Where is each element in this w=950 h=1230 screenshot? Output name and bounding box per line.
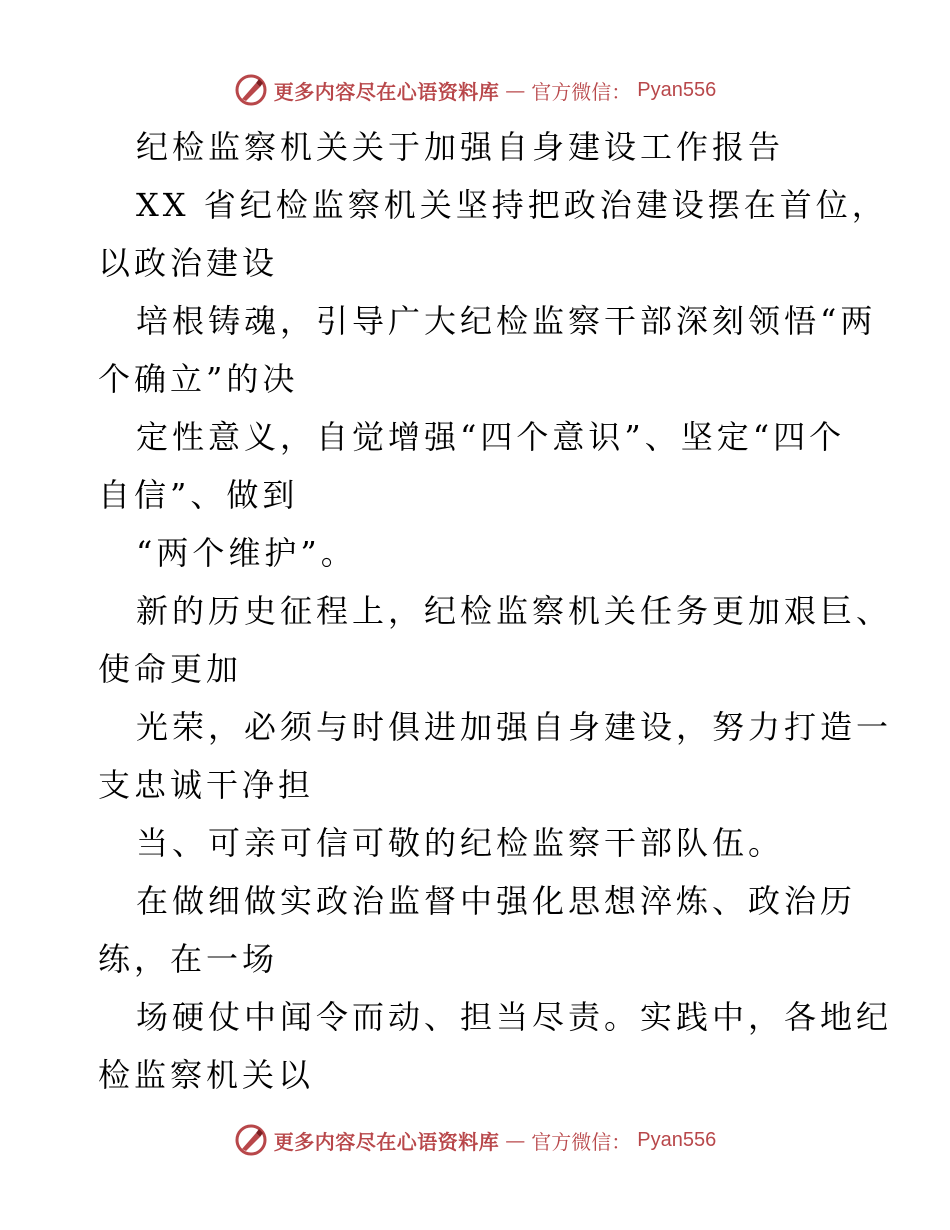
document-body [98, 118, 893, 1104]
body-line: 场硬仗中闻令而动、担当尽责。实践中，各地纪 [136, 998, 893, 1036]
pen-logo-icon [234, 1123, 268, 1157]
body-line: “两个维护”。 [136, 534, 357, 572]
watermark-dash: — [505, 78, 526, 102]
pen-logo-icon [234, 73, 268, 107]
body-line: 新的历史征程上，纪检监察机关任务更加艰巨、 [136, 592, 893, 630]
body-line: 当、可亲可信可敬的纪检监察干部队伍。 [136, 824, 785, 862]
body-line: 自信”、做到 [98, 476, 299, 514]
watermark-suffix: 官方微信： [531, 1129, 632, 1154]
header-watermark [0, 70, 950, 110]
body-line: 光荣，必须与时俱进加强自身建设，努力打造一 [136, 708, 893, 746]
body-line: 使命更加 [98, 650, 243, 688]
body-line: 个确立”的决 [98, 360, 299, 398]
body-line: 练，在一场 [98, 940, 279, 978]
body-line: 在做细做实政治监督中强化思想淬炼、政治历 [136, 882, 857, 920]
footer-watermark [0, 1120, 950, 1160]
body-line: XX 省纪检监察机关坚持把政治建设摆在首位， [136, 186, 888, 224]
watermark-text: 更多内容尽在心语资料库 [273, 1129, 500, 1154]
watermark-dash: — [505, 1128, 526, 1152]
watermark-suffix: 官方微信： [531, 79, 632, 104]
body-line: 培根铸魂，引导广大纪检监察干部深刻领悟“两 [136, 302, 877, 340]
body-line: 检监察机关以 [98, 1056, 315, 1094]
watermark-text: 更多内容尽在心语资料库 [273, 79, 500, 104]
document-title: 纪检监察机关关于加强自身建设工作报告 [136, 128, 785, 166]
body-line: 定性意义，自觉增强“四个意识”、坚定“四个 [136, 418, 846, 456]
body-line: 以政治建设 [98, 244, 279, 282]
body-line: 支忠诚干净担 [98, 766, 315, 804]
watermark-id: Pyan556 [637, 78, 717, 101]
watermark-id: Pyan556 [637, 1128, 717, 1151]
